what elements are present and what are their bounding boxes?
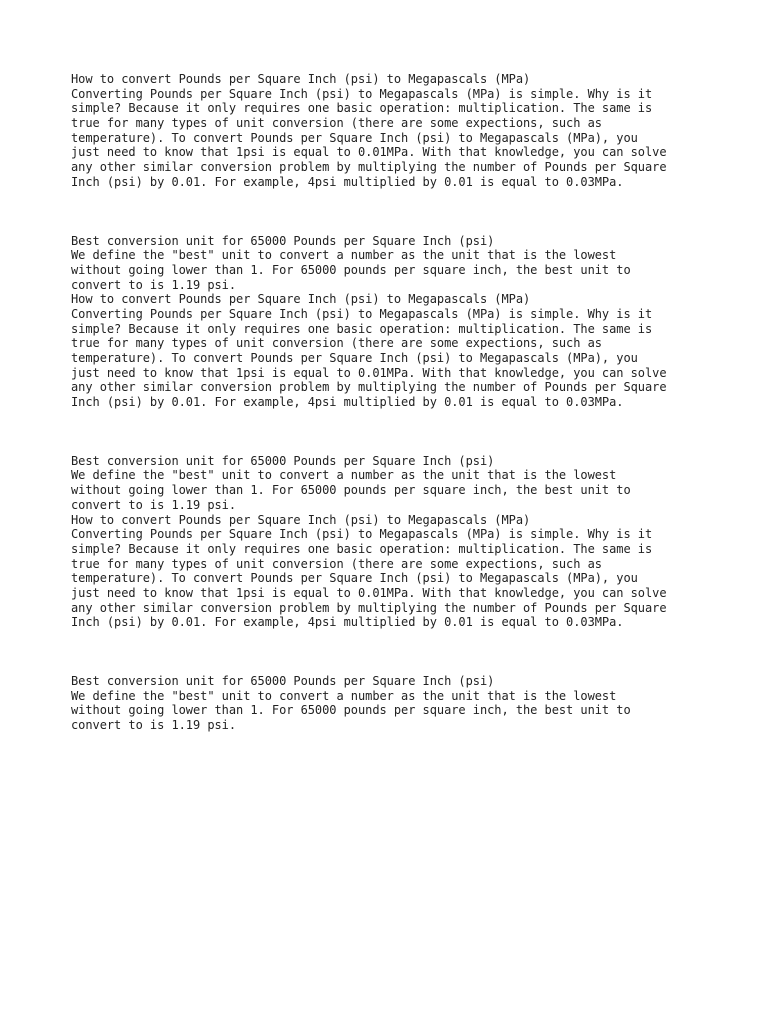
- text-line: Inch (psi) by 0.01. For example, 4psi multiplied by 0.01 is equal to 0.03MPa.: [71, 615, 624, 630]
- heading-line: Best conversion unit for 65000 Pounds per Square Inch (psi): [71, 674, 495, 688]
- text-line: Inch (psi) by 0.01. For example, 4psi multiplied by 0.01 is equal to 0.03MPa.: [71, 395, 624, 410]
- heading-line: How to convert Pounds per Square Inch (psi) to Megapascals (MPa): [71, 72, 531, 86]
- text-block-2: [71, 234, 711, 410]
- text-line: without going lower than 1. For 65000 pounds per square inch, the best unit to: [71, 262, 631, 277]
- text-line: just need to know that 1psi is equal to 0.01MPa. With that knowledge, you can solve: [71, 585, 667, 600]
- text-line: convert to is 1.19 psi.: [71, 277, 237, 292]
- text-line: simple? Because it only requires one basic operation: multiplication. The same is: [71, 541, 653, 556]
- text-line: true for many types of unit conversion (there are some expections, such as: [71, 116, 602, 131]
- text-line: convert to is 1.19 psi.: [71, 497, 237, 512]
- text-line: Converting Pounds per Square Inch (psi) to Megapascals (MPa) is simple. Why is it: [71, 527, 653, 542]
- text-line: We define the "best" unit to convert a number as the unit that is the lowest: [71, 248, 617, 263]
- text-line: temperature). To convert Pounds per Square Inch (psi) to Megapascals (MPa), you: [71, 351, 638, 365]
- text-block-3: [71, 454, 711, 630]
- text-line: We define the "best" unit to convert a number as the unit that is the lowest: [71, 688, 617, 703]
- text-line: convert to is 1.19 psi.: [71, 718, 237, 733]
- text-line: Converting Pounds per Square Inch (psi) to Megapascals (MPa) is simple. Why is it: [71, 86, 653, 101]
- text-line: without going lower than 1. For 65000 pounds per square inch, the best unit to: [71, 703, 631, 718]
- heading-line: How to convert Pounds per Square Inch (psi) to Megapascals (MPa): [71, 512, 531, 527]
- text-line: without going lower than 1. For 65000 pounds per square inch, the best unit to: [71, 483, 631, 498]
- text-line: Converting Pounds per Square Inch (psi) to Megapascals (MPa) is simple. Why is it: [71, 306, 653, 321]
- text-line: just need to know that 1psi is equal to 0.01MPa. With that knowledge, you can solve: [71, 365, 667, 380]
- text-line: temperature). To convert Pounds per Square Inch (psi) to Megapascals (MPa), you: [71, 130, 638, 145]
- text-line: We define the "best" unit to convert a number as the unit that is the lowest: [71, 468, 617, 483]
- text-line: true for many types of unit conversion (there are some expections, such as: [71, 556, 602, 571]
- text-line: simple? Because it only requires one basic operation: multiplication. The same is: [71, 101, 653, 116]
- text-line: any other similar conversion problem by multiplying the number of Pounds per Square: [71, 380, 667, 395]
- text-line: any other similar conversion problem by multiplying the number of Pounds per Square: [71, 600, 667, 615]
- block-spacer: [71, 190, 711, 234]
- text-line: Inch (psi) by 0.01. For example, 4psi multiplied by 0.01 is equal to 0.03MPa.: [71, 174, 624, 189]
- block-spacer: [71, 410, 711, 454]
- text-line: true for many types of unit conversion (there are some expections, such as: [71, 336, 602, 351]
- text-line: simple? Because it only requires one basic operation: multiplication. The same is: [71, 321, 653, 336]
- heading-line: Best conversion unit for 65000 Pounds per Square Inch (psi): [71, 453, 495, 468]
- text-line: any other similar conversion problem by multiplying the number of Pounds per Square: [71, 160, 667, 175]
- text-line: temperature). To convert Pounds per Square Inch (psi) to Megapascals (MPa), you: [71, 571, 638, 586]
- text-block-4: [71, 674, 711, 733]
- document-page: [71, 72, 711, 733]
- text-line: just need to know that 1psi is equal to 0.01MPa. With that knowledge, you can solve: [71, 145, 667, 160]
- heading-line: How to convert Pounds per Square Inch (psi) to Megapascals (MPa): [71, 292, 531, 307]
- heading-line: Best conversion unit for 65000 Pounds per Square Inch (psi): [71, 233, 495, 248]
- text-block-1: [71, 72, 711, 190]
- block-spacer: [71, 630, 711, 674]
